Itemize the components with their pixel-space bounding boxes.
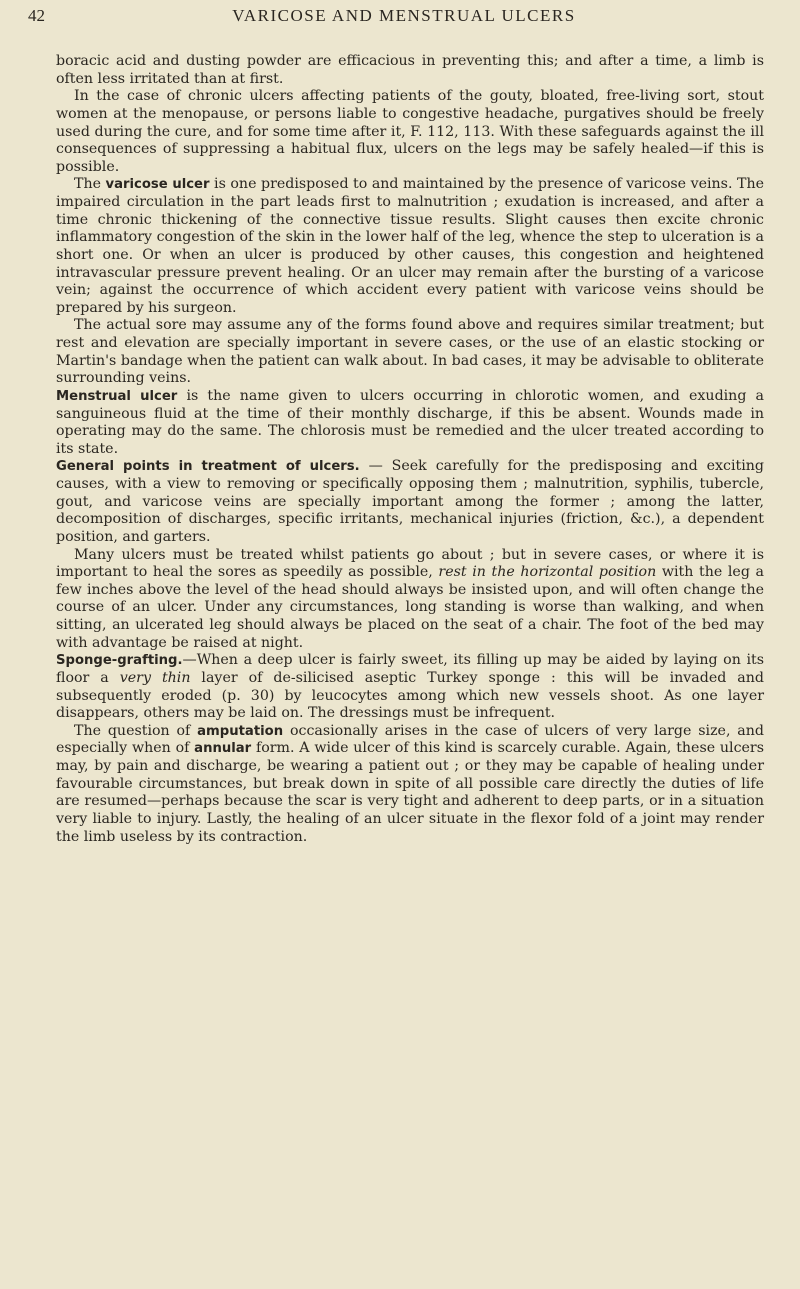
text-run: layer of de-silicised aseptic Turkey sponge : this will be invaded and subsequently eroded (p. 30) by leucocytes among which new vessels shoot. As one layer disappears, others may be laid on. The dressings must be infrequent.	[56, 669, 764, 722]
text-run: Many ulcers must be treated whilst patients go about ; but in severe cases, or where it is important to heal the sores as speedily as possible,	[56, 546, 764, 581]
text-run: form. A wide ulcer of this kind is scarcely curable. Again, these ulcers may, by pain and discharge, be wearing a patient out ; or they may be capable of healing under favourable circumstances, but break down in spite of all possible care directly the duties of life are resumed—perhaps because the scar is very tight and adherent to deep parts, or in a situation very liable to injury. Lastly, the healing of an ulcer situate in the flexor fold of a joint may render the limb useless by its contraction.	[56, 740, 764, 845]
paragraph-menstrual-ulcer	[56, 388, 764, 459]
text-run: with the leg a few inches above the level of the head should always be insisted upon, and will often change the course of an ulcer. Under any circumstances, long standing is worse than walking, and when sitting, an ulcerated leg should always be placed on the seat of a chair. The foot of the bed may with advantage be raised at night.	[56, 564, 764, 651]
paragraph-continued: boracic acid and dusting powder are efficacious in preventing this; and after a time, a limb is often less irritated than at first.	[56, 53, 764, 87]
paragraph-actual-sore: The actual sore may assume any of the forms found above and requires similar treatment; but rest and elevation are specially important in severe cases, or the use of an elastic stocking or Martin's bandage when the patient can walk about. In bad cases, it may be advisable to obliterate surrounding veins.	[56, 317, 764, 387]
text-run: The	[74, 176, 106, 193]
term-varicose-ulcer: varicose ulcer	[105, 177, 210, 193]
text-run: is one predisposed to and maintained by the presence of varicose veins. The impaired circulation in the part leads first to malnutrition ; exudation is increased, and after a time chronic thickening of the connective tissue results. Slight causes then excite chronic inflammatory congestion of the skin in the lower half of the leg, whence the step to ulceration is a short one. Or when an ulcer is produced by other causes, this congestion and heightened intravascular pressure prevent healing. Or an ulcer may remain after the bursting of a varicose vein; against the occurrence of which accident every patient with varicose veins should be prepared by his surgeon.	[56, 176, 764, 316]
text-run: The question of	[74, 722, 198, 739]
page-body	[56, 53, 764, 846]
running-title: VARICOSE AND MENSTRUAL ULCERS	[232, 6, 576, 25]
paragraph-general-points	[56, 458, 764, 546]
paragraph-varicose-ulcer	[56, 176, 764, 317]
paragraph-amputation	[56, 723, 764, 846]
paragraph-chronic-ulcers: In the case of chronic ulcers affecting patients of the gouty, bloated, free-living sort, stout women at the menopause, or persons liable to congestive headache, purgatives should be freely used during the cure, and for some time after it, F. 112, 113. With these safeguards against the ill consequences of suppressing a habitual flux, ulcers on the legs may be safely healed—if this is possible.	[56, 88, 764, 175]
text-run: — Seek carefully for the predisposing and exciting causes, with a view to removing or specifically opposing them ; malnutrition, syphilis, tubercle, gout, and varicose veins are specially important among the former ; among the latter, decomposition of discharges, specific irritants, mechanical injuries (friction, &c.), a dependent position, and garters.	[56, 458, 764, 545]
page-header	[28, 6, 780, 32]
term-sponge-grafting: Sponge-grafting.	[56, 653, 183, 669]
text-run: occasionally arises in the case of ulcers of very large size, and especially when of	[56, 722, 764, 757]
text-run: —When a deep ulcer is fairly sweet, its filling up may be aided by laying on its floor a	[56, 652, 764, 686]
emphasis-horizontal-position: rest in the horizontal position	[438, 564, 657, 581]
term-menstrual-ulcer: Menstrual ulcer	[56, 388, 178, 404]
paragraph-rest	[56, 547, 764, 653]
term-annular: annular	[194, 741, 252, 757]
term-amputation: amputation	[197, 723, 284, 739]
page-number: 42	[28, 6, 45, 25]
term-general-points: General points in treatment of ulcers.	[56, 459, 360, 475]
emphasis-very-thin: very thin	[119, 669, 191, 686]
text-run: is the name given to ulcers occurring in chlorotic women, and exuding a sanguineous fluid at the time of their monthly discharge, if this be absent. Wounds made in operating may do the same. The chlorosis must be remedied and the ulcer treated according to its state.	[56, 387, 764, 457]
paragraph-sponge-grafting	[56, 652, 764, 723]
